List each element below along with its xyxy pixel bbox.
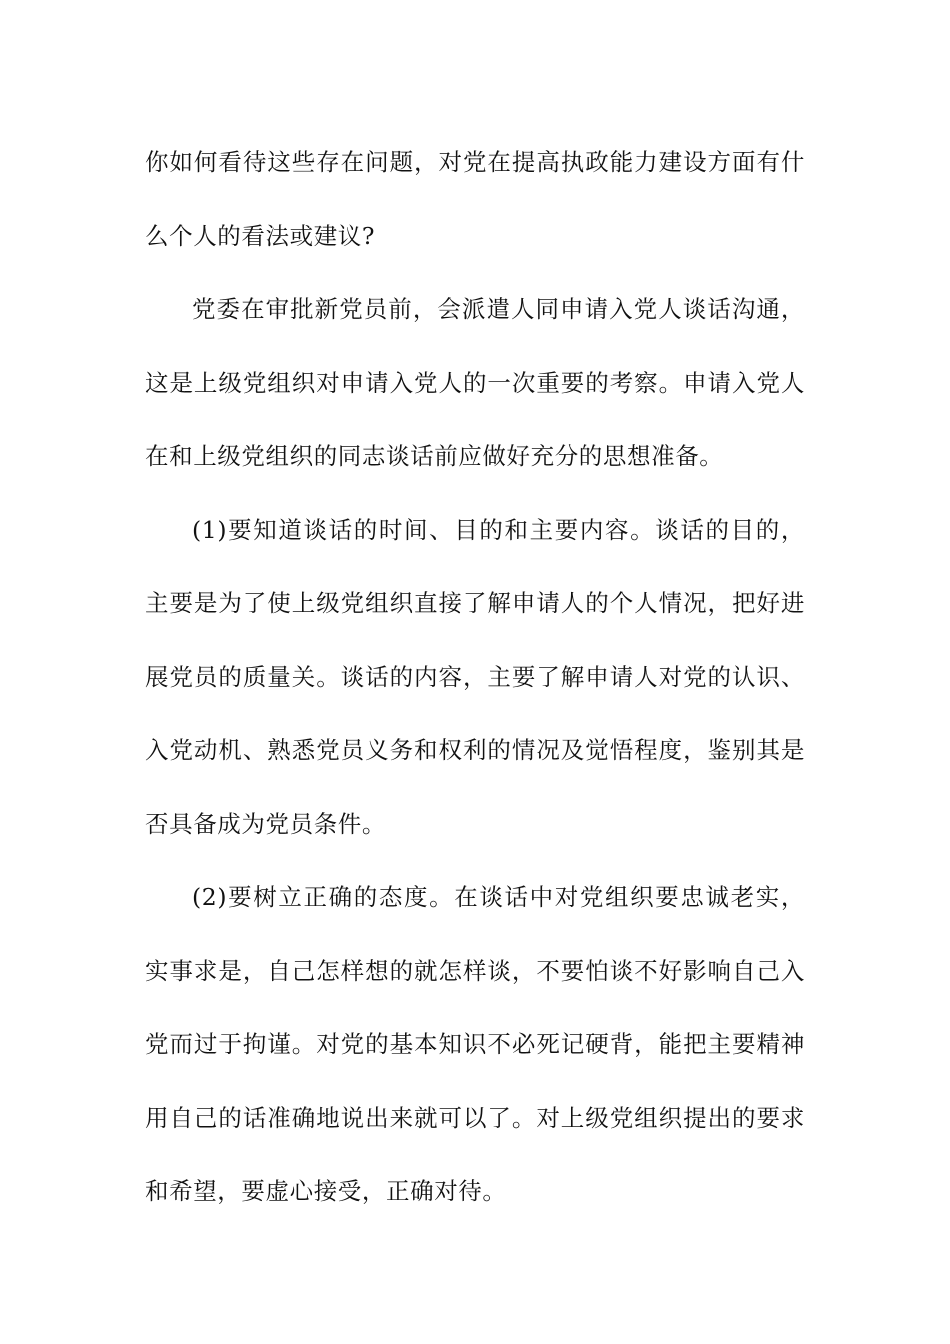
document-body [145,126,805,1229]
paragraph-intro: 党委在审批新党员前，会派遣人同申请入党人谈话沟通，这是上级党组织对申请入党人的一次重要的考察。申请入党人在和上级党组织的同志谈话前应做好充分的思想准备。 [145,295,805,470]
paragraph-question: 你如何看待这些存在问题，对党在提高执政能力建设方面有什么个人的看法或建议? [145,148,805,250]
paragraph-point-1: (1)要知道谈话的时间、目的和主要内容。谈话的目的，主要是为了使上级党组织直接了解申请人的个人情况，把好进展党员的质量关。谈话的内容，主要了解申请人对党的认识、入党动机、熟悉党员义务和权利的情况及觉悟程度，鉴别其是否具备成为党员条件。 [145,515,805,838]
paragraph-point-2: (2)要树立正确的态度。在谈话中对党组织要忠诚老实，实事求是，自己怎样想的就怎样谈，不要怕谈不好影响自己入党而过于拘谨。对党的基本知识不必死记硬背，能把主要精神用自己的话准确地说出来就可以了。对上级党组织提出的要求和希望，要虚心接受，正确对待。 [145,883,805,1205]
